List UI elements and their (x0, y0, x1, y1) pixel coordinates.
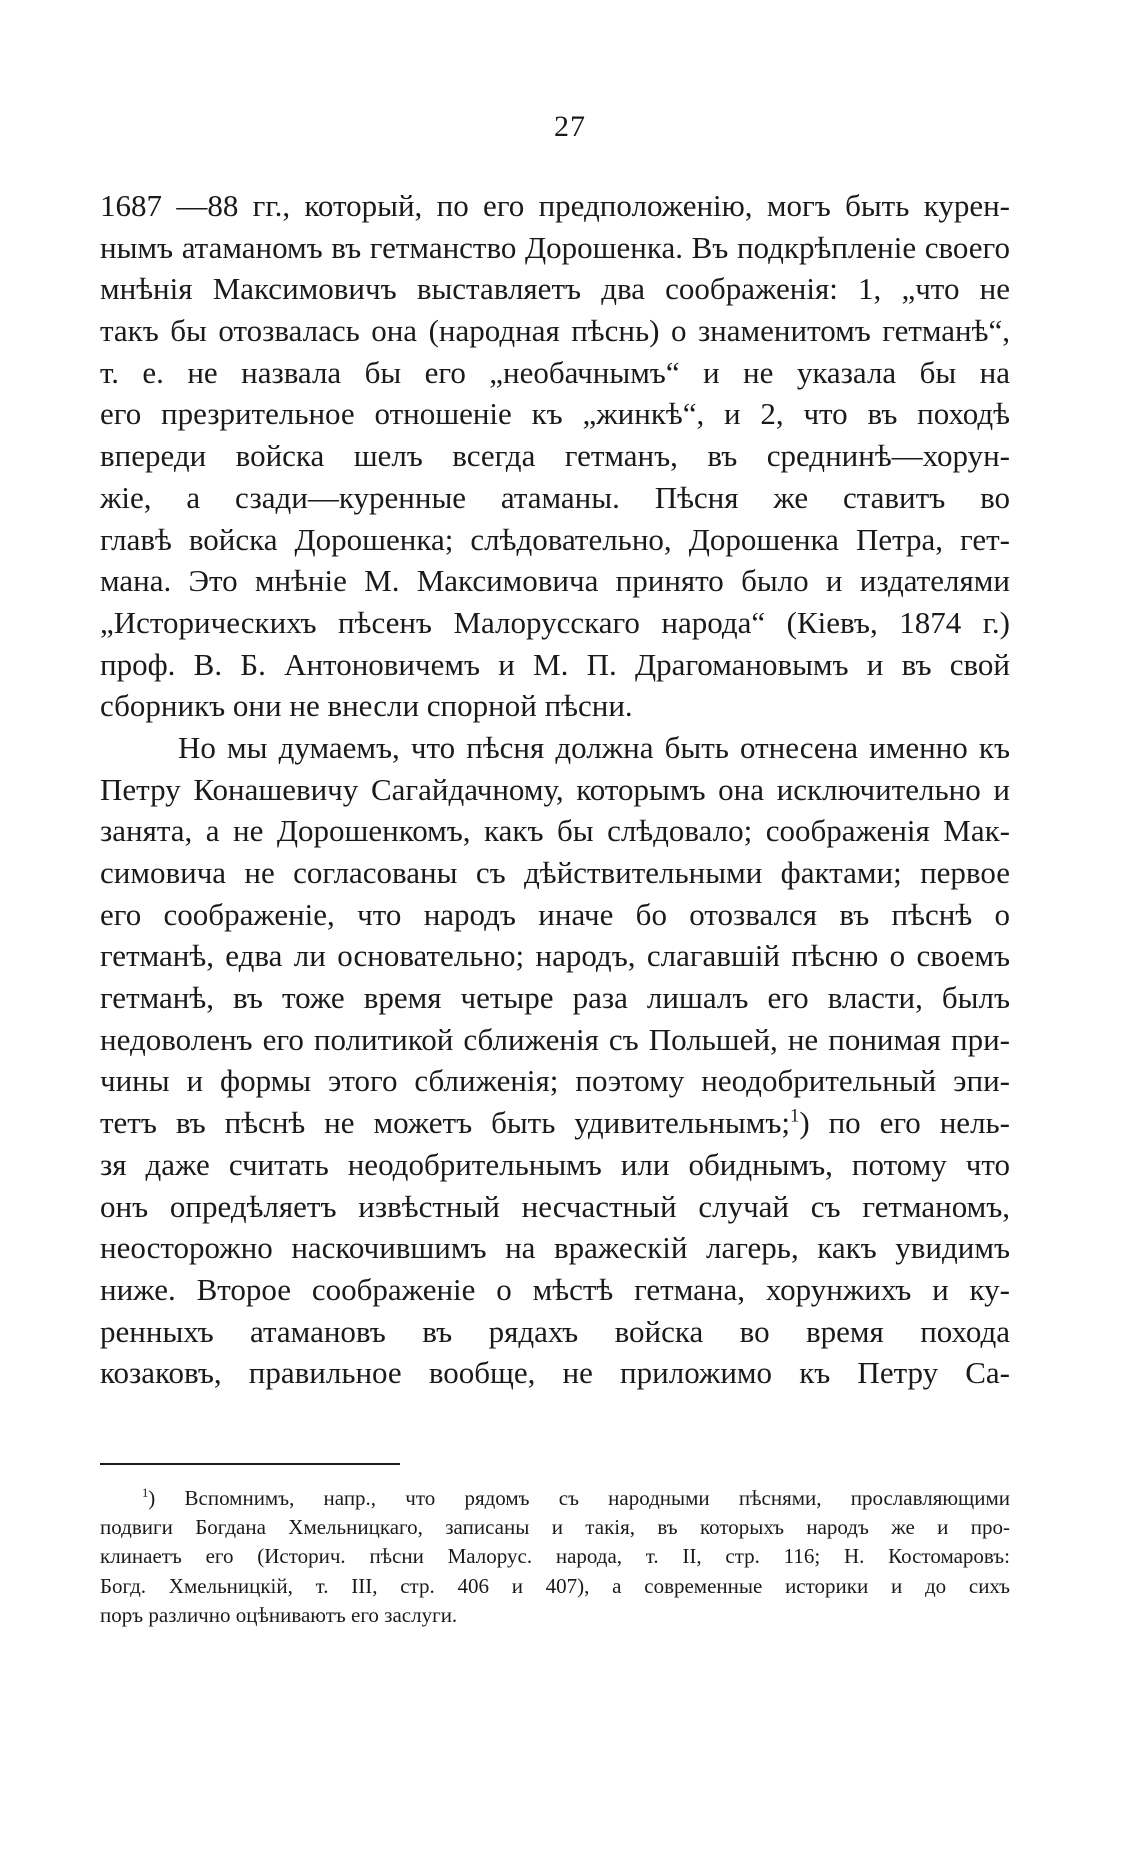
page-number: 27 (554, 110, 586, 143)
text-line: „Историческихъ пѣсенъ Малорусскаго народа“ (Кіевъ, 1874 г.) (100, 604, 1010, 640)
footnote-line: подвиги Богдана Хмельницкаго, записаны и такія, въ которыхъ народъ же и про- (100, 1515, 1010, 1540)
text-line: козаковъ, правильное вообще, не приложимо къ Петру Са- (100, 1355, 1010, 1391)
footnote-divider (100, 1463, 400, 1465)
text-line: ренныхъ атамановъ въ рядахъ войска во время похода (100, 1313, 1010, 1349)
footnote-line: поръ различно оцѣниваютъ его заслуги. (100, 1602, 458, 1627)
text-line: сборникъ они не внесли спорной пѣсни. (100, 688, 633, 724)
text-line: такъ бы отозвалась она (народная пѣснь) о знаменитомъ гетманѣ“, (100, 313, 1010, 349)
text-line: главѣ войска Дорошенка; слѣдовательно, Дорошенка Петра, гет- (100, 521, 1010, 557)
text-line: его соображеніе, что народъ иначе бо отозвался въ пѣснѣ о (100, 896, 1010, 932)
text-line: гетманѣ, въ тоже время четыре раза лишалъ его власти, былъ (100, 980, 1010, 1016)
footnote (100, 1484, 1010, 1630)
footnote-reference: 1 (790, 1105, 800, 1127)
text-line: Петру Конашевичу Сагайдачному, которымъ она исключительно и (100, 771, 1010, 807)
text-line: онъ опредѣляетъ извѣстный несчастный случай съ гетманомъ, (100, 1188, 1010, 1224)
footnote-line (100, 1484, 1010, 1513)
text-line: т. е. не назвала бы его „необачнымъ“ и не указала бы на (100, 354, 1010, 390)
text-line: мнѣнія Максимовичъ выставляетъ два соображенія: 1, „что не (100, 271, 1010, 307)
line-start: тетъ въ пѣснѣ не можетъ быть удивительнымъ; (100, 1105, 791, 1141)
line-end: ) по его нель- (799, 1105, 1010, 1141)
text-line: проф. В. Б. Антоновичемъ и М. П. Драгомановымъ и въ свой (100, 646, 1010, 682)
text-line: гетманѣ, едва ли основательно; народъ, слагавшій пѣсню о своемъ (100, 938, 1010, 974)
text-line: ниже. Второе соображеніе о мѣстѣ гетмана, хорунжихъ и ку- (100, 1271, 1010, 1307)
text-line: нымъ атаманомъ въ гетманство Дорошенка. Въ подкрѣпленіе своего (100, 229, 1010, 265)
text-line: неосторожно наскочившимъ на вражескій лагерь, какъ увидимъ (100, 1230, 1010, 1266)
text-line: занята, а не Дорошенкомъ, какъ бы слѣдовало; соображенія Мак- (100, 813, 1010, 849)
text-line: 1687 —88 гг., который, по его предположенію, могъ быть курен- (100, 188, 1010, 223)
text-line: его презрительное отношеніе къ „жинкѣ“, и 2, что въ походѣ (100, 396, 1010, 432)
text-line-with-footnote-ref (100, 1102, 1010, 1144)
text-line: впереди войска шелъ всегда гетманъ, въ среднинѣ—хорун- (100, 438, 1010, 474)
footnote-marker: 1 (142, 1486, 149, 1500)
paragraph-start-line: Но мы думаемъ, что пѣсня должна быть отнесена именно къ (178, 729, 1010, 765)
main-text (100, 185, 1010, 1394)
footnote-line: Богд. Хмельницкій, т. III, стр. 406 и 407), а современные историки и до сихъ (100, 1573, 1010, 1598)
text-line: чины и формы этого сближенія; поэтому неодобрительный эпи- (100, 1063, 1010, 1099)
text-line: мана. Это мнѣніе М. Максимовича принято было и издателями (100, 563, 1010, 599)
text-line: симовича не согласованы съ дѣйствительными фактами; первое (100, 855, 1010, 890)
footnote-line-text: ) Вспомнимъ, напр., что рядомъ съ народными пѣснями, прославляющими (148, 1486, 1010, 1510)
text-line: зя даже считать неодобрительнымъ или обиднымъ, потому что (100, 1146, 1010, 1182)
text-line: недоволенъ его политикой сближенія съ Польшей, не понимая при- (100, 1021, 1010, 1057)
footnote-line: клинаетъ его (Историч. пѣсни Малорус. народа, т. II, стр. 116; Н. Костомаровъ: (100, 1544, 1010, 1569)
text-line: жіе, а сзади—куренные атаманы. Пѣсня же ставитъ во (100, 479, 1010, 515)
